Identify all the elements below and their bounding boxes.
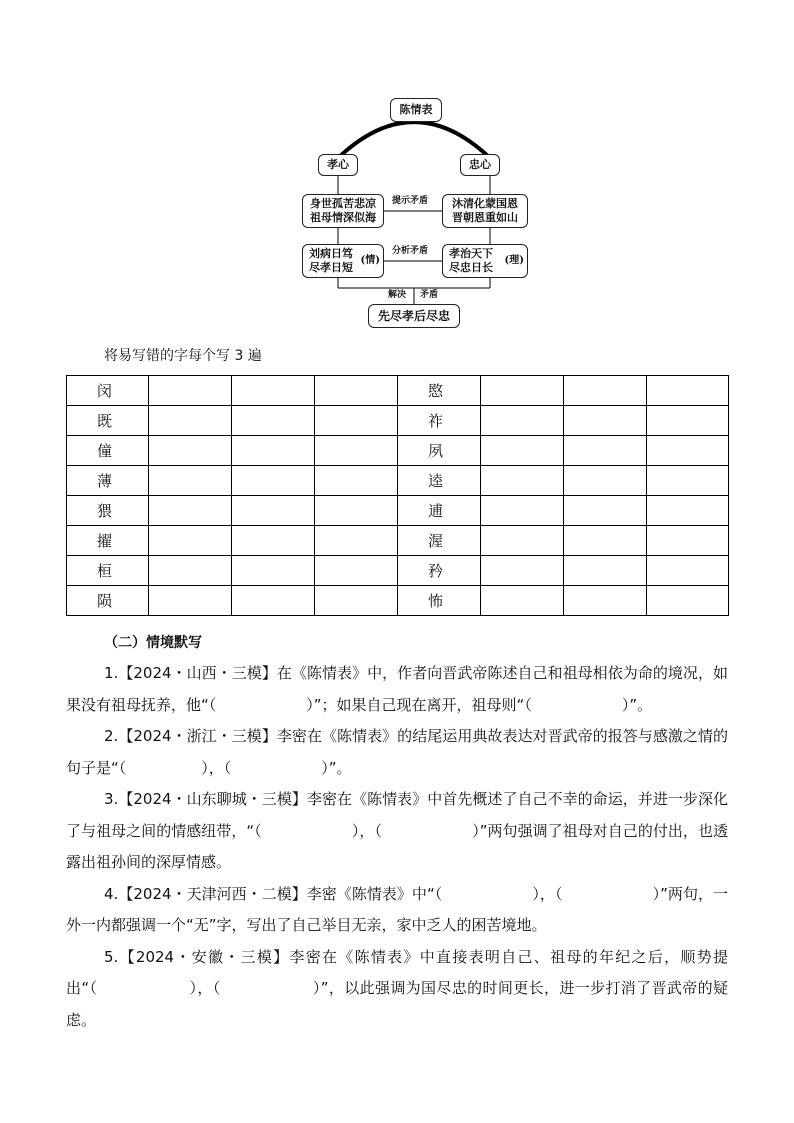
table-row <box>67 406 729 436</box>
writing-cell[interactable] <box>315 496 398 526</box>
writing-cell[interactable] <box>647 406 729 436</box>
writing-cell[interactable] <box>232 436 315 466</box>
arc-connector <box>338 122 490 158</box>
question-item <box>66 658 728 721</box>
question-text: 在《陈情表》中，作者向晋武帝陈述自己和祖母相依为命的境况，如果没有祖母抚养，他“（ ）”；如果自己现在离开，祖母则“（ ）”。 <box>66 664 728 714</box>
writing-cell[interactable] <box>564 586 647 616</box>
question-text: 李密在《陈情表》中首先概述了自己不幸的命运，并进一步深化了与祖母之间的情感纽带，“（ ），（ ）”两句强调了祖母对自己的付出，也透露出祖孙间的深厚情感。 <box>66 790 728 871</box>
writing-cell[interactable] <box>647 556 729 586</box>
practice-character: 僮 <box>67 436 149 466</box>
diagram-bottom: 先尽孝后尽忠 <box>368 304 460 328</box>
writing-cell[interactable] <box>564 526 647 556</box>
question-text: 李密《陈情表》中“（ ），（ ）”两句，一外一内都强调一个“无”字，写出了自己举目无亲，家中乏人的困苦境地。 <box>66 884 728 934</box>
writing-cell[interactable] <box>564 406 647 436</box>
writing-cell[interactable] <box>315 526 398 556</box>
table-row <box>67 526 729 556</box>
question-source: 【2024・山西・三模】 <box>118 664 277 682</box>
diagram-right-row1: 沐清化蒙国恩 晋朝恩重如山 <box>442 194 528 228</box>
question-list <box>66 658 728 1036</box>
writing-cell[interactable] <box>232 406 315 436</box>
practice-character: 猥 <box>67 496 149 526</box>
question-source: 【2024・浙江・三模】 <box>118 727 277 745</box>
practice-character: 渥 <box>398 526 481 556</box>
question-text: 李密在《陈情表》中直接表明自己、祖母的年纪之后，顺势提出“（ ），（ ）”，以此强调为国尽忠的时间更长，进一步打消了晋武帝的疑虑。 <box>66 947 728 1029</box>
diagram-label-prompt: 提示矛盾 <box>392 196 429 206</box>
section-title: （二）情境默写 <box>104 635 202 651</box>
writing-cell[interactable] <box>647 466 729 496</box>
writing-cell[interactable] <box>149 406 232 436</box>
practice-character: 闵 <box>67 376 149 406</box>
diagram-label-analyze: 分析矛盾 <box>392 246 429 256</box>
writing-cell[interactable] <box>647 526 729 556</box>
table-row <box>67 376 729 406</box>
diagram-label-resolve: 解决 <box>388 290 407 300</box>
practice-character: 既 <box>67 406 149 436</box>
writing-cell[interactable] <box>481 556 564 586</box>
writing-cell[interactable] <box>315 556 398 586</box>
writing-cell[interactable] <box>647 496 729 526</box>
practice-character: 桓 <box>67 556 149 586</box>
writing-cell[interactable] <box>564 556 647 586</box>
question-number: 5. <box>104 947 119 966</box>
practice-character: 陨 <box>67 586 149 616</box>
writing-cell[interactable] <box>315 466 398 496</box>
writing-cell[interactable] <box>481 496 564 526</box>
writing-cell[interactable] <box>564 376 647 406</box>
practice-character: 擢 <box>67 526 149 556</box>
practice-character: 祚 <box>398 406 481 436</box>
writing-cell[interactable] <box>232 526 315 556</box>
diagram-right-head: 忠心 <box>460 154 500 176</box>
writing-cell[interactable] <box>564 436 647 466</box>
structure-diagram <box>296 96 532 332</box>
writing-cell[interactable] <box>149 496 232 526</box>
writing-cell[interactable] <box>564 496 647 526</box>
practice-character: 愍 <box>398 376 481 406</box>
writing-cell[interactable] <box>149 556 232 586</box>
writing-cell[interactable] <box>481 436 564 466</box>
question-item <box>66 784 728 879</box>
question-item <box>66 942 728 1037</box>
diagram-left-row1: 身世孤苦悲凉 祖母情深似海 <box>302 194 384 228</box>
writing-cell[interactable] <box>647 586 729 616</box>
writing-cell[interactable] <box>149 436 232 466</box>
writing-cell[interactable] <box>481 586 564 616</box>
writing-cell[interactable] <box>149 586 232 616</box>
question-number: 4. <box>104 884 119 903</box>
practice-character: 怖 <box>398 586 481 616</box>
table-row <box>67 436 729 466</box>
writing-cell[interactable] <box>647 436 729 466</box>
practice-character: 逵 <box>398 466 481 496</box>
writing-cell[interactable] <box>232 556 315 586</box>
practice-character: 矜 <box>398 556 481 586</box>
writing-cell[interactable] <box>481 466 564 496</box>
writing-cell[interactable] <box>232 376 315 406</box>
table-row <box>67 466 729 496</box>
writing-cell[interactable] <box>647 376 729 406</box>
question-source: 【2024・安徽・三模】 <box>118 947 290 966</box>
diagram-left-head: 孝心 <box>318 154 358 176</box>
writing-cell[interactable] <box>232 466 315 496</box>
writing-cell[interactable] <box>315 406 398 436</box>
writing-cell[interactable] <box>149 376 232 406</box>
table-row <box>67 556 729 586</box>
table-row <box>67 586 729 616</box>
practice-character: 薄 <box>67 466 149 496</box>
writing-cell[interactable] <box>315 376 398 406</box>
diagram-tag-reason: (理) <box>504 255 524 266</box>
table-row <box>67 496 729 526</box>
writing-cell[interactable] <box>232 496 315 526</box>
question-number: 2. <box>104 727 119 745</box>
diagram-root: 陈情表 <box>390 98 442 122</box>
question-source: 【2024・山东聊城・三模】 <box>118 790 307 808</box>
writing-cell[interactable] <box>564 466 647 496</box>
diagram-left-row2: 刘病日笃 尽孝日短 (情) <box>302 244 384 278</box>
writing-cell[interactable] <box>232 586 315 616</box>
practice-table <box>66 375 729 616</box>
writing-cell[interactable] <box>315 436 398 466</box>
question-item <box>66 879 728 942</box>
diagram-tag-emotion: (情) <box>360 255 380 266</box>
question-number: 3. <box>104 790 119 808</box>
writing-cell[interactable] <box>149 526 232 556</box>
diagram-label-conflict: 矛盾 <box>420 290 439 300</box>
writing-cell[interactable] <box>315 586 398 616</box>
question-number: 1. <box>104 664 119 682</box>
writing-cell[interactable] <box>481 526 564 556</box>
practice-character: 逋 <box>398 496 481 526</box>
question-text: 李密在《陈情表》的结尾运用典故表达对晋武帝的报答与感激之情的句子是“（ ），（ ）”。 <box>66 727 728 777</box>
writing-cell[interactable] <box>481 376 564 406</box>
question-item <box>66 721 728 784</box>
diagram-right-row2: 孝治天下 尽忠日长 (理) <box>442 244 528 278</box>
question-source: 【2024・天津河西・二模】 <box>118 884 307 903</box>
practice-character: 夙 <box>398 436 481 466</box>
writing-cell[interactable] <box>481 406 564 436</box>
writing-cell[interactable] <box>149 466 232 496</box>
practice-title: 将易写错的字每个写 3 遍 <box>104 348 262 364</box>
